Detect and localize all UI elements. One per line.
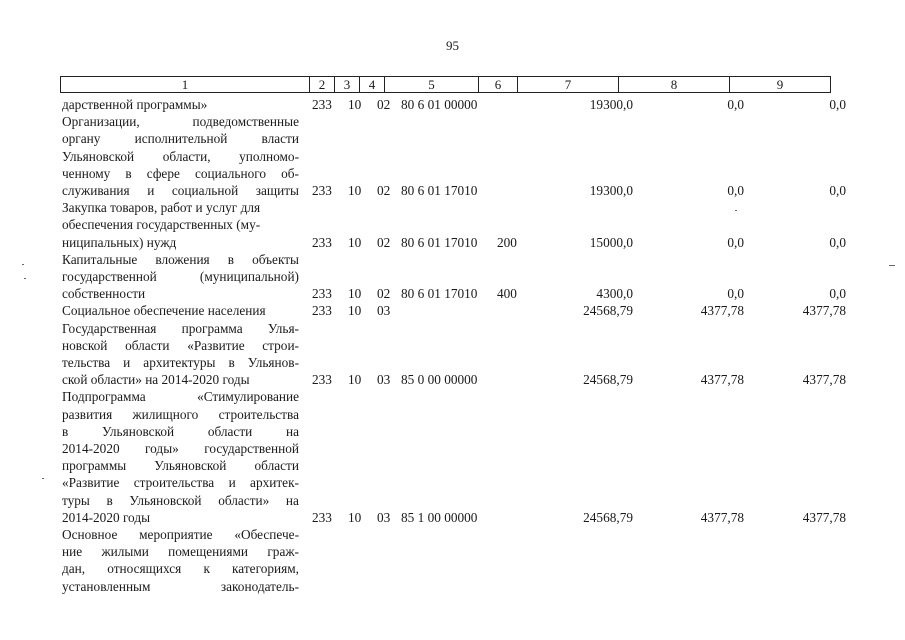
cell-c5: 85 1 00 00000 [401, 509, 478, 525]
cell-c5: 80 6 01 17010 [401, 182, 478, 198]
cell-c4: 03 [377, 303, 391, 319]
cell-c3: 10 [348, 182, 362, 198]
row-name [62, 96, 299, 113]
row-name-line: Ульяновской области, уполномо- [62, 148, 299, 164]
row-name-line: тельства и архитектуры в Ульянов- [62, 355, 299, 370]
column-header-5: 5 [385, 77, 479, 93]
row-name-line: собственности [62, 286, 146, 302]
cell-c4: 03 [377, 372, 391, 388]
column-header-7: 7 [518, 77, 619, 93]
row-name-line: ченному в сфере социального об- [62, 165, 299, 181]
cell-c3: 10 [348, 234, 362, 250]
cell-c2: 233 [312, 97, 332, 112]
cell-c6: 200 [497, 234, 517, 250]
page-number: 95 [446, 38, 459, 53]
column-header-row [60, 76, 831, 93]
row-name-line: 2014-2020 годы [62, 509, 151, 525]
scan-speck [889, 265, 895, 266]
scan-speck [24, 278, 26, 279]
scan-speck [735, 210, 737, 211]
cell-c9: 4377,78 [802, 509, 846, 525]
cell-c8: 4377,78 [700, 303, 744, 319]
row-name-line: служивания и социальной защиты [62, 183, 299, 198]
row-name [62, 302, 299, 319]
row-name-line: программы Ульяновской области [62, 458, 299, 474]
scan-speck [22, 264, 24, 265]
row-name-line: Социальное обеспечение населения [62, 303, 266, 319]
row-name-line: Закупка товаров, работ и услуг для [62, 200, 261, 216]
row-name-line: Основное мероприятие «Обеспече- [62, 527, 299, 542]
cell-c4: 02 [377, 286, 391, 302]
column-header-9: 9 [730, 77, 831, 93]
cell-c4: 02 [377, 97, 391, 112]
cell-c2: 233 [312, 234, 332, 250]
row-name-line: ской области» на 2014-2020 годы [62, 372, 250, 388]
cell-c3: 10 [348, 286, 362, 302]
cell-c4: 02 [377, 182, 391, 198]
cell-c8: 0,0 [727, 234, 744, 250]
cell-c5: 80 6 01 00000 [401, 97, 478, 112]
scan-speck [42, 478, 44, 479]
cell-c2: 233 [312, 182, 332, 198]
cell-c9: 0,0 [829, 234, 846, 250]
cell-c2: 233 [312, 372, 332, 388]
cell-c6: 400 [497, 286, 517, 302]
cell-c7: 19300,0 [589, 182, 633, 198]
row-name [62, 113, 299, 199]
row-name-line: обеспечения государственных (му- [62, 217, 261, 233]
row-name-line: государственной (муниципальной) [62, 269, 299, 284]
cell-c9: 0,0 [829, 286, 846, 302]
row-name-line: ниципальных) нужд [62, 234, 177, 250]
cell-c2: 233 [312, 509, 332, 525]
cell-c8: 4377,78 [700, 372, 744, 388]
cell-c7: 19300,0 [589, 97, 633, 112]
row-name [62, 388, 299, 526]
cell-c8: 0,0 [727, 182, 744, 198]
row-name-line: Капитальные вложения в объекты [62, 251, 299, 267]
cell-c7: 4300,0 [596, 286, 633, 302]
cell-c9: 4377,78 [802, 303, 846, 319]
cell-c3: 10 [348, 97, 362, 112]
column-header-1: 1 [61, 77, 310, 93]
cell-c5: 80 6 01 17010 [401, 234, 478, 250]
cell-c5: 80 6 01 17010 [401, 286, 478, 302]
row-name-line: ние жилыми помещениями граж- [62, 544, 299, 560]
column-header-4: 4 [360, 77, 385, 93]
cell-c2: 233 [312, 286, 332, 302]
row-name [62, 251, 299, 303]
row-name-line: 2014-2020 годы» государственной [62, 441, 299, 456]
cell-c2: 233 [312, 303, 332, 319]
column-header-8: 8 [619, 77, 730, 93]
cell-c9: 0,0 [829, 97, 846, 112]
cell-c7: 24568,79 [583, 372, 633, 388]
row-name-line: развития жилищного строительства [62, 406, 299, 422]
cell-c9: 4377,78 [802, 372, 846, 388]
cell-c3: 10 [348, 303, 362, 319]
column-header-2: 2 [310, 77, 335, 93]
cell-c9: 0,0 [829, 182, 846, 198]
column-header-3: 3 [335, 77, 360, 93]
row-name-line: «Развитие строительства и архитек- [62, 475, 299, 491]
cell-c4: 03 [377, 509, 391, 525]
row-name-line: новской области «Развитие строи- [62, 337, 299, 353]
cell-c8: 4377,78 [700, 509, 744, 525]
cell-c3: 10 [348, 509, 362, 525]
row-name [62, 199, 299, 251]
cell-c8: 0,0 [727, 286, 744, 302]
cell-c7: 24568,79 [583, 303, 633, 319]
row-name-line: в Ульяновской области на [62, 423, 299, 439]
row-name-line: туры в Ульяновской области» на [62, 492, 299, 508]
cell-c7: 24568,79 [583, 509, 633, 525]
row-name-line: дан, относящихся к категориям, [62, 561, 299, 577]
row-name [62, 526, 299, 595]
cell-c3: 10 [348, 372, 362, 388]
cell-c8: 0,0 [727, 97, 744, 112]
row-name-line: Государственная программа Улья- [62, 320, 299, 336]
row-name-line: органу исполнительной власти [62, 131, 299, 147]
row-name-line: дарственной программы» [62, 97, 208, 112]
cell-c5: 85 0 00 00000 [401, 372, 478, 388]
cell-c7: 15000,0 [589, 234, 633, 250]
cell-c4: 02 [377, 234, 391, 250]
row-name [62, 320, 299, 389]
row-name-line: установленным законодатель- [62, 578, 299, 594]
row-name-line: Подпрограмма «Стимулирование [62, 389, 299, 405]
row-name-line: Организации, подведомственные [62, 114, 299, 130]
column-header-6: 6 [479, 77, 518, 93]
